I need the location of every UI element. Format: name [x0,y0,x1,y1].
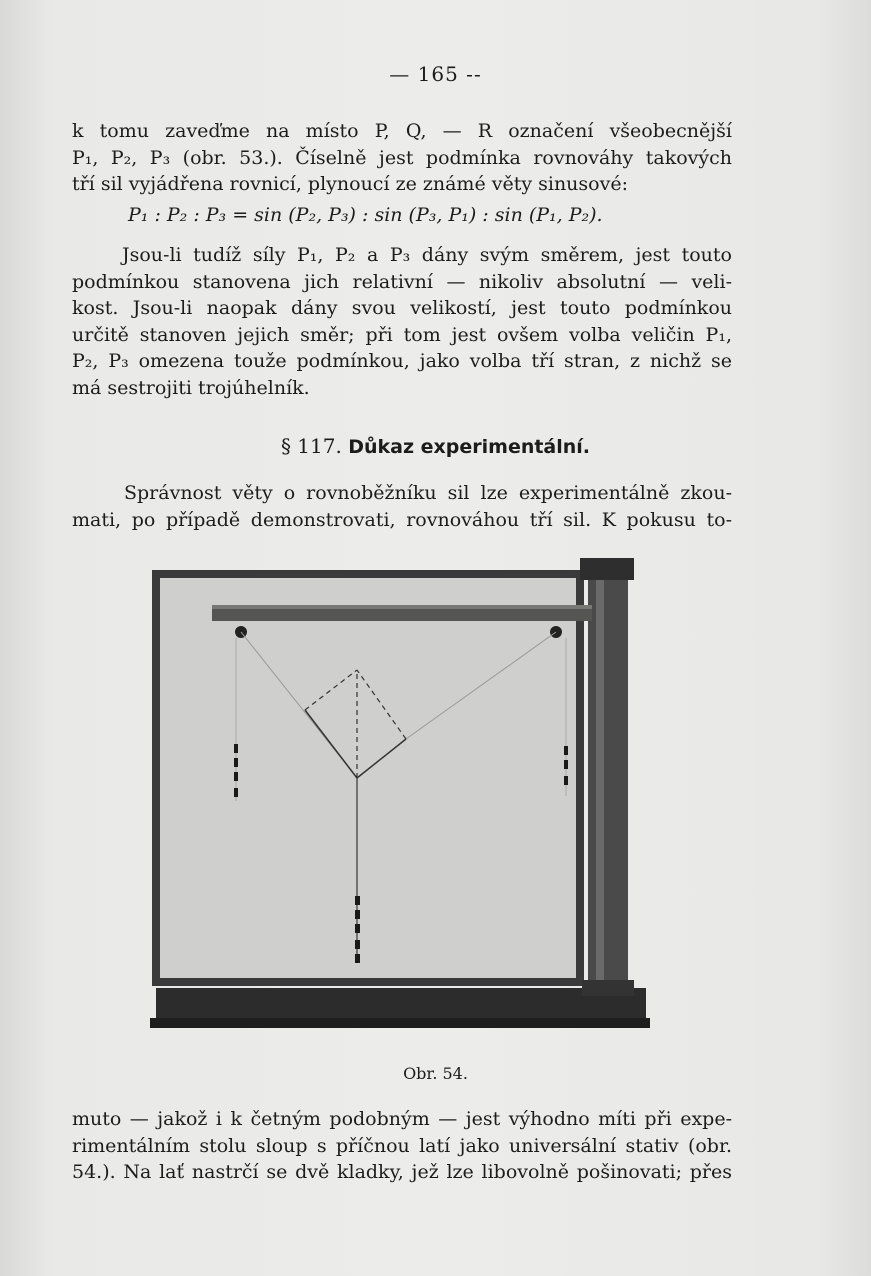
text-line: Správnost věty o rovnoběžníku sil lze experimentálně zkou- [124,482,732,504]
text-line: muto — jakož i k četným podobným — jest výhodno míti při expe- [72,1108,732,1130]
text-line: P₁, P₂, P₃ (obr. 53.). Číselně jest podmínka rovnováhy takových [72,146,732,169]
column [588,578,628,996]
page-number: — 165 -- [389,62,482,86]
paragraph-intro [72,118,732,198]
paragraph-continuation [72,1106,732,1186]
section-title: Důkaz experimentální. [348,436,591,458]
text-line: mati, po případě demonstrovati, rovnováhou tří sil. K pokusu to- [72,508,732,531]
stand-base-edge [150,1018,650,1028]
text-line: určitě stanoven jejich směr; při tom jest ovšem volba veličin P₁, [72,323,732,346]
figure-caption: Obr. 54. [403,1064,468,1083]
column-capital [580,558,634,580]
apparatus-illustration [150,556,650,1031]
text-line: P₂, P₃ omezena touže podmínkou, jako volba tří stran, z nichž se [72,350,732,372]
sine-rule-formula: P₁ : P₂ : P₃ = sin (P₂, P₃) : sin (P₃, P₁) : sin (P₁, P₂). [128,204,603,226]
weight-right [564,746,568,785]
board-surface [160,578,576,978]
text-line: tří sil vyjádřena rovnicí, plynoucí ze známé věty sinusové: [72,173,628,195]
figure-apparatus [150,556,650,1031]
text-line: kost. Jsou-li naopak dány svou velikostí, jest touto podmínkou [72,297,732,319]
text-line: podmínkou stanovena jich relativní — nikoliv absolutní — veli- [72,270,732,293]
text-line: Jsou-li tudíž síly P₁, P₂ a P₃ dány svým směrem, jest touto [122,244,732,266]
section-symbol: § 117. [280,434,342,458]
paragraph-conditions [72,242,732,401]
text-line: má sestrojiti trojúhelník. [72,376,310,399]
text-line: k tomu zaveďme na místo P, Q, — R označení všeobecnější [72,120,732,142]
section-heading [0,434,871,458]
text-line: rimentálním stolu sloup s příčnou latí jako universální stativ (obr. [72,1134,732,1157]
paragraph-experiment [72,480,732,533]
text-line: 54.). Na lať nastrčí se dvě kladky, jež lze libovolně pošinovati; přes [72,1161,732,1183]
